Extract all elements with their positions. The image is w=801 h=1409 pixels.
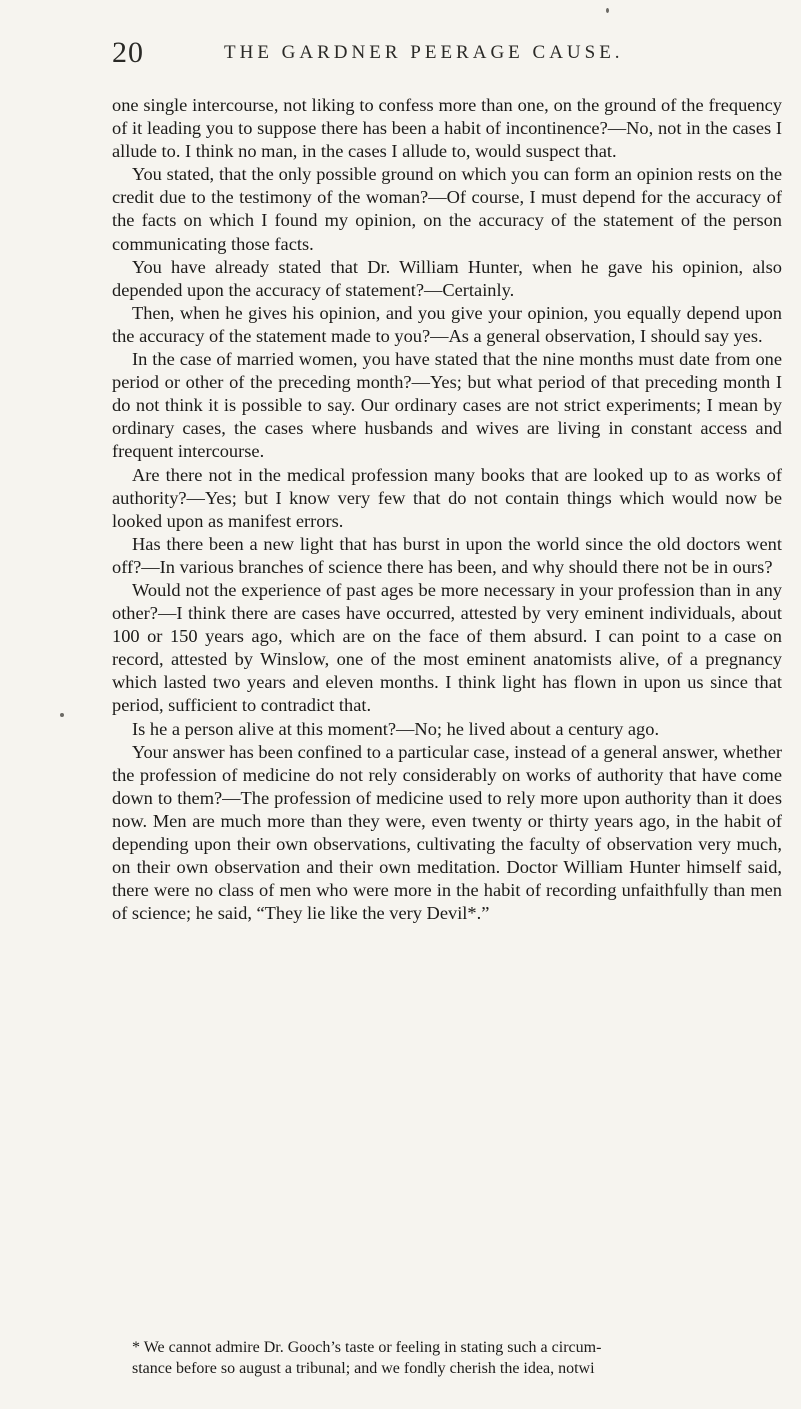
paragraph: Your answer has been confined to a particular case, instead of a general answer, whether the profession of medicine do not rely considerably on works of authority that have come down to them?—The profession of medicine used to rely more upon authority than it does now. Men are much more than they were, even twenty or thirty years ago, in the habit of depending upon their own observations, cultivating the faculty of observation very much, on their own observation and their own meditation. Doctor William Hunter himself said, there were no class of men who were more in the habit of recording unfaithfully than men of science; he said, “They lie like the very Devil*.” (112, 741, 783, 924)
paragraph: Has there been a new light that has burst in upon the world since the old doctors went off?—In various branches of science there has been, and why should there not be in ours? (112, 533, 782, 577)
page-number: 20 (112, 36, 144, 69)
paragraph: You have already stated that Dr. William Hunter, when he gave his opinion, also depended upon the accuracy of statement?—Certainly. (112, 256, 782, 300)
paragraph: Are there not in the medical profession many books that are looked up to as works of authority?—Yes; but I know very few that do not contain things which would now be looked upon as manifest errors. (112, 464, 782, 531)
paragraph: Would not the experience of past ages be more necessary in your profession than in any other?—I think there are cases have occurred, attested by very eminent individuals, about 100 or 150 years ago, which are on the face of them absurd. I can point to a case on record, attested by Winslow, one of the most eminent anatomists alive, of a pregnancy which lasted two years and eleven months. I think light has flown in upon us since that period, sufficient to contradict that. (112, 579, 782, 716)
footnote-line: stance before so august a tribunal; and we fondly cherish the idea, notwi (132, 1360, 595, 1377)
print-speck (60, 713, 64, 717)
body-text (112, 94, 782, 925)
paragraph: one single intercourse, not liking to confess more than one, on the ground of the frequency of it leading you to suppose there has been a habit of incontinence?—No, not in the cases I allude to. I think no man, in the cases I allude to, would suspect that. (112, 95, 782, 162)
paragraph: Then, when he gives his opinion, and you give your opinion, you equally depend upon the accuracy of the statement made to you?—As a general observation, I should say yes. (112, 302, 782, 346)
footnote (112, 1337, 782, 1379)
page-header (112, 36, 792, 76)
paragraph: You stated, that the only possible ground on which you can form an opinion rests on the credit due to the testimony of the woman?—Of course, I must depend for the accuracy of the facts on which I found my opinion, on the accuracy of the statement of the person communicating those facts. (112, 164, 782, 254)
print-speck (606, 8, 609, 13)
paragraph: Is he a person alive at this moment?—No; he lived about a century ago. (132, 718, 660, 739)
paragraph: In the case of married women, you have stated that the nine months must date from one period or other of the preceding month?—Yes; but what period of that preceding month I do not think it is possible to say. Our ordinary cases are not strict experiments; I mean by ordinary cases, the cases where husbands and wives are living in constant access and frequent intercourse. (112, 349, 782, 462)
footnote-line: * We cannot admire Dr. Gooch’s taste or feeling in stating such a circum- (132, 1339, 602, 1356)
running-head: THE GARDNER PEERAGE CAUSE. (224, 42, 624, 63)
